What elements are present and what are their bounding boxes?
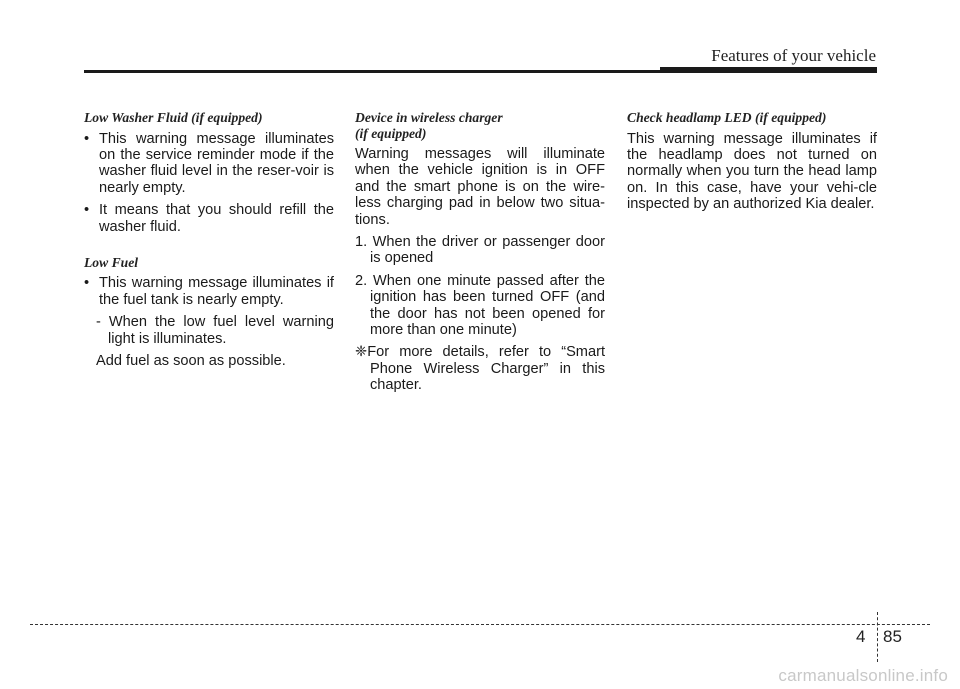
bullet-item (84, 202, 334, 235)
column-3 (627, 110, 877, 219)
dash-item: - When the low fuel level warning light is illuminates. (96, 314, 334, 347)
section-title-low-washer-fluid: Low Washer Fluid (if equipped) (84, 110, 263, 125)
header-rule-accent (660, 67, 877, 73)
section-title-check-headlamp: Check headlamp LED (if equipped) (627, 110, 827, 125)
bullet-icon: • (84, 275, 90, 292)
title-line-2: (if equipped) (355, 125, 427, 141)
bullet-item (84, 275, 334, 308)
section-title-low-fuel: Low Fuel (84, 254, 139, 270)
bullet-text: This warning message illuminates if the fuel tank is nearly empty. (99, 275, 334, 308)
numbered-item: 2. When one minute passed after the ignition has been turned OFF (and the door has not been opened for more than one minute) (355, 272, 605, 339)
body-text: This warning message illuminates if the headlamp does not turned on normally when you turn the head lamp on. In this case, have your vehi-cle inspected by an authorized Kia dealer. (627, 130, 877, 213)
bullet-text: It means that you should refill the washer fluid. (99, 202, 334, 235)
body-text: Add fuel as soon as possible. (96, 353, 286, 370)
body-text: Warning messages will illuminate when the vehicle ignition is in OFF and the smart phone is on the wire-less charging pad in below two situa-tions. (355, 146, 605, 228)
page-header-title: Features of your vehicle (711, 46, 876, 65)
bullet-item (84, 131, 334, 197)
bullet-text: This warning message illuminates on the service reminder mode if the washer fluid level in the reser-voir is nearly empty. (99, 130, 334, 196)
bullet-icon: • (84, 130, 90, 147)
numbered-item: 1. When the driver or passenger door is opened (355, 234, 605, 267)
title-line-1: Device in wireless charger (355, 110, 503, 125)
footer-divider (877, 612, 878, 662)
reference-note: ❈For more details, refer to “Smart Phone Wireless Charger” in this chapter. (355, 344, 605, 394)
column-2 (355, 110, 605, 400)
footer-rule (30, 624, 930, 625)
watermark: carmanualsonline.info (778, 666, 948, 685)
column-1 (84, 110, 334, 375)
page-number: 85 (883, 627, 902, 646)
chapter-number: 4 (856, 627, 866, 646)
bullet-icon: • (84, 202, 90, 219)
section-title-wireless-charger (355, 110, 605, 141)
